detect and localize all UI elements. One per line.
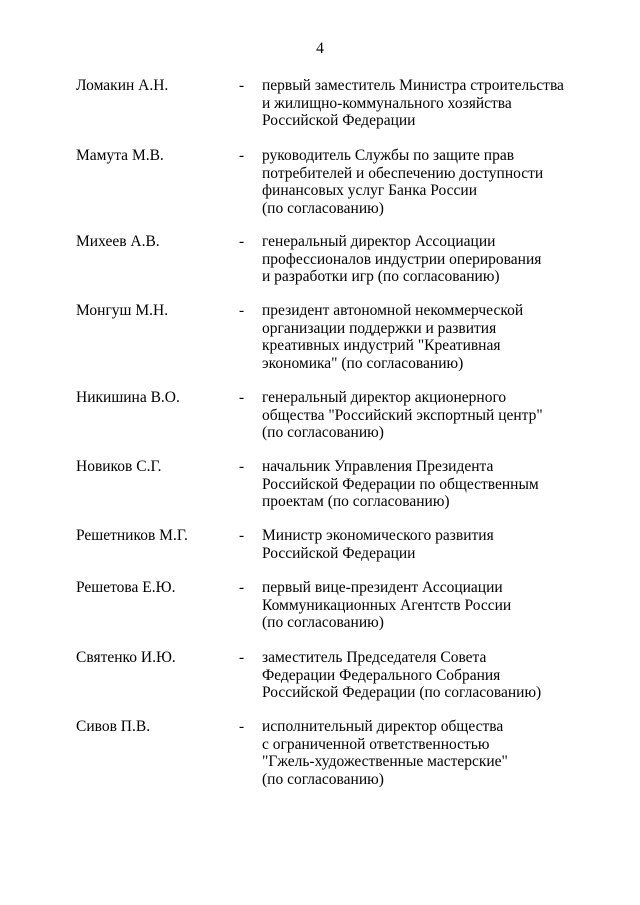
member-name: Михеев А.В. — [76, 233, 160, 250]
member-role — [262, 233, 562, 286]
member-role — [262, 302, 562, 372]
member-dash: - — [239, 718, 245, 735]
member-role-line: заместитель Председателя Совета — [262, 649, 487, 666]
member-dash: - — [239, 458, 245, 475]
member-role — [262, 77, 562, 130]
member-role-line: (по согласованию) — [262, 770, 384, 788]
member-role-line: президент автономной некоммерческой — [262, 302, 524, 319]
member-role — [262, 579, 562, 632]
member-role-line: организации поддержки и развития — [262, 319, 497, 337]
member-name: Монгуш М.Н. — [76, 302, 169, 319]
member-role — [262, 458, 562, 511]
member-role-line: Российской Федерации — [262, 544, 416, 562]
member-role-line: (по согласованию) — [262, 199, 384, 217]
member-role-line: "Гжель-художественные мастерские" — [262, 753, 508, 771]
member-name: Ломакин А.Н. — [76, 77, 169, 94]
member-name: Сивов П.В. — [76, 718, 151, 735]
member-dash: - — [239, 579, 245, 596]
member-role-line: экономика" (по согласованию) — [262, 354, 464, 372]
member-role — [262, 527, 562, 562]
member-role-line: Российской Федерации по общественным — [262, 475, 539, 493]
member-dash: - — [239, 77, 245, 94]
member-dash: - — [239, 302, 245, 319]
member-dash: - — [239, 527, 245, 544]
member-role-line: генеральный директор акционерного — [262, 389, 507, 406]
member-role-line: руководитель Службы по защите прав — [262, 147, 515, 164]
member-role-line: и жилищно-коммунального хозяйства — [262, 94, 512, 112]
member-dash: - — [239, 389, 245, 406]
member-role-line: Российской Федерации (по согласованию) — [262, 684, 542, 702]
member-role-line: общества "Российский экспортный центр" — [262, 406, 543, 424]
member-role-line: первый заместитель Министра строительства — [262, 77, 564, 94]
member-role-line: проектам (по согласованию) — [262, 493, 450, 511]
member-role-line: потребителей и обеспечению доступности — [262, 164, 544, 182]
member-role-line: Федерации Федерального Собрания — [262, 666, 501, 684]
member-name: Решетова Е.Ю. — [76, 579, 176, 596]
member-role-line: финансовых услуг Банка России — [262, 182, 477, 200]
member-role-line: креативных индустрий "Креативная — [262, 337, 501, 355]
member-name: Никишина В.О. — [76, 389, 180, 406]
member-role-line: генеральный директор Ассоциации — [262, 233, 496, 250]
member-role-line: (по согласованию) — [262, 614, 384, 632]
member-role-line: начальник Управления Президента — [262, 458, 494, 475]
member-role — [262, 718, 562, 788]
member-role-line: и разработки игр (по согласованию) — [262, 268, 500, 286]
member-role — [262, 389, 562, 442]
member-role-line: Российской Федерации — [262, 112, 416, 130]
member-dash: - — [239, 147, 245, 164]
member-name: Святенко И.Ю. — [76, 649, 176, 666]
member-dash: - — [239, 649, 245, 666]
member-name: Решетников М.Г. — [76, 527, 188, 544]
member-dash: - — [239, 233, 245, 250]
member-role-line: Коммуникационных Агентств России — [262, 596, 512, 614]
member-role-line: с ограниченной ответственностью — [262, 735, 490, 753]
member-role-line: (по согласованию) — [262, 424, 384, 442]
member-role — [262, 649, 562, 702]
member-role — [262, 147, 562, 217]
member-role-line: профессионалов индустрии оперирования — [262, 250, 542, 268]
member-role-line: исполнительный директор общества — [262, 718, 504, 735]
member-name: Новиков С.Г. — [76, 458, 162, 475]
member-role-line: первый вице-президент Ассоциации — [262, 579, 503, 596]
member-name: Мамута М.В. — [76, 147, 164, 164]
member-role-line: Министр экономического развития — [262, 527, 494, 544]
page-number: 4 — [316, 40, 324, 57]
